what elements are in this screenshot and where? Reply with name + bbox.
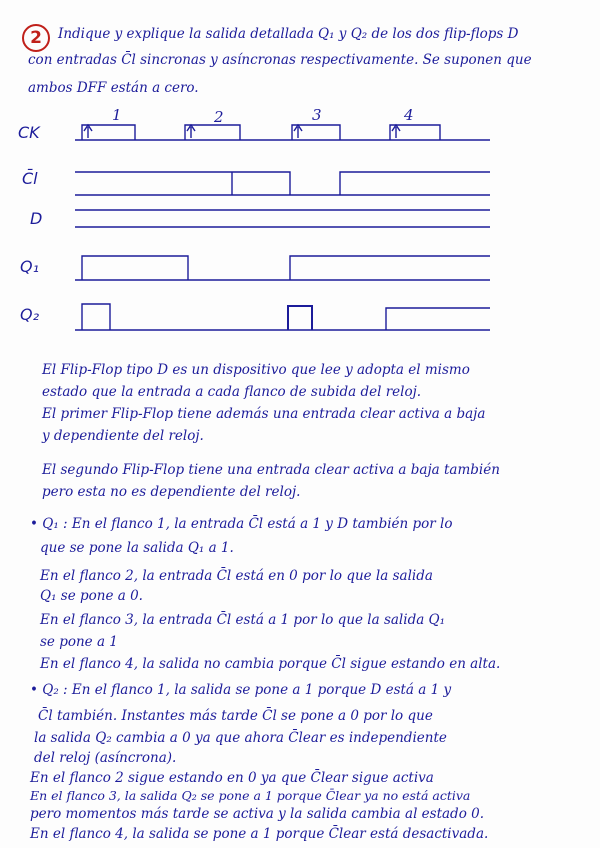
q1-pulse-1 — [82, 256, 188, 280]
q2-line-6: En el flanco 3, la salida Q₂ se pone a 1 porque C̄lear ya no está activa — [30, 788, 471, 803]
clock-edge-label-3: 3 — [312, 106, 322, 124]
ck-edge-arrow-2 — [187, 125, 195, 138]
clock-edge-label-4: 4 — [404, 106, 414, 124]
intro-line-1: El Flip-Flop tipo D es un dispositivo que lee y adopta el mismo — [42, 362, 470, 378]
q2-line-4: del reloj (asíncrona). — [34, 750, 177, 766]
ck-edge-arrow-4 — [392, 125, 400, 138]
q1-pulse-2 — [290, 256, 490, 280]
q1-line-5: En el flanco 3, la entrada C̄l está a 1 por lo que la salida Q₁ — [40, 612, 446, 628]
timing-diagram — [0, 100, 600, 350]
q1-line-2: que se pone la salida Q₁ a 1. — [40, 540, 234, 556]
q2-line-2: C̄l también. Instantes más tarde C̄l se pone a 0 por lo que — [38, 708, 433, 724]
ck-edge-arrow-3 — [294, 125, 302, 138]
clock-edge-label-2: 2 — [214, 108, 224, 126]
q1-line-7: En el flanco 4, la salida no cambia porque C̄l sigue estando en alta. — [40, 656, 501, 672]
signal-label-d: D — [30, 209, 43, 228]
question-line-3: ambos DFF están a cero. — [28, 80, 199, 96]
q2-pulse-2 — [288, 306, 312, 330]
clock-edge-label-1: 1 — [112, 106, 122, 124]
signal-label-cl: C̄l — [22, 169, 38, 188]
q2-line-5: En el flanco 2 sigue estando en 0 ya que C̄lear sigue activa — [30, 770, 434, 786]
intro-line-4: y dependiente del reloj. — [42, 428, 204, 444]
signal-label-q1: Q₁ — [20, 257, 40, 276]
q2-line-8: En el flanco 4, la salida se pone a 1 porque C̄lear está desactivada. — [30, 826, 489, 842]
intro-line-3: El primer Flip-Flop tiene además una entrada clear activa a baja — [42, 406, 486, 422]
q2-pulse-1 — [82, 304, 110, 330]
cl-wave — [232, 172, 490, 195]
question-line-1: Indique y explique la salida detallada Q₁ y Q₂ de los dos flip-flops D — [58, 26, 519, 42]
question-line-2: con entradas C̄l sincronas y asíncronas respectivamente. Se suponen que — [28, 52, 532, 68]
q1-line-6: se pone a 1 — [40, 634, 118, 650]
q1-line-1: • Q₁ : En el flanco 1, la entrada C̄l está a 1 y D también por lo — [30, 516, 453, 532]
q2-pulse-3 — [386, 308, 490, 330]
q1-line-4: Q₁ se pone a 0. — [40, 588, 143, 604]
q1-line-3: En el flanco 2, la entrada C̄l está en 0 por lo que la salida — [40, 568, 433, 584]
q2-line-3: la salida Q₂ cambia a 0 ya que ahora C̄lear es independiente — [34, 730, 447, 746]
question-number-circle: 2 — [22, 24, 50, 52]
intro-line-5: El segundo Flip-Flop tiene una entrada clear activa a baja también — [42, 462, 500, 478]
q2-line-7: pero momentos más tarde se activa y la salida cambia al estado 0. — [30, 806, 485, 822]
q2-line-1: • Q₂ : En el flanco 1, la salida se pone a 1 porque D está a 1 y — [30, 682, 452, 698]
signal-label-q2: Q₂ — [20, 305, 40, 324]
intro-line-2: estado que la entrada a cada flanco de subida del reloj. — [42, 384, 422, 400]
signal-label-ck: CK — [18, 123, 40, 142]
intro-line-6: pero esta no es dependiente del reloj. — [42, 484, 301, 500]
ck-edge-arrow-1 — [84, 125, 92, 138]
